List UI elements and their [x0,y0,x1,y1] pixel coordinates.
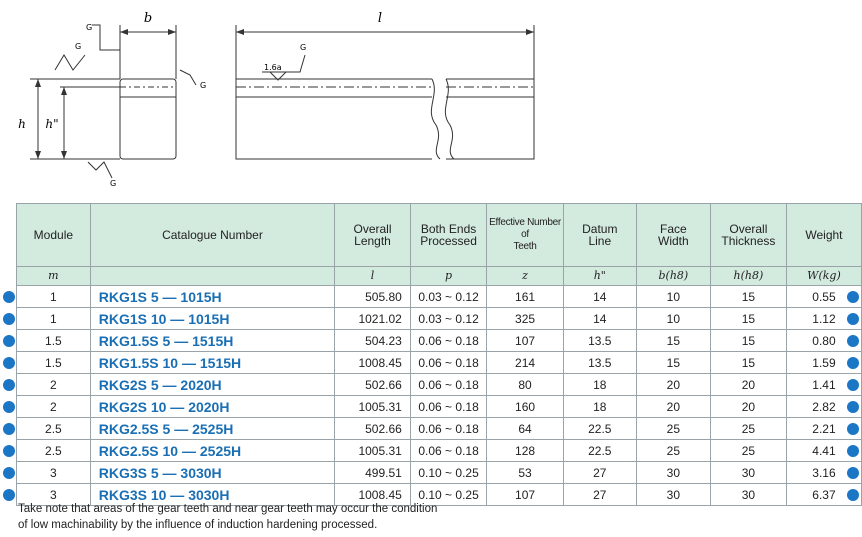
table-row [17,396,862,418]
row-marker-left [3,423,15,435]
footnote-line-2: of low machinability by the influence of induction hardening processed. [18,519,378,531]
processed-cell: 0.06 ~ 0.18 [410,418,486,440]
catalogue-number-link[interactable]: RKG3S 5 — 3030H [90,462,334,484]
weight-cell: 1.41 [786,374,861,396]
thickness-cell: 30 [710,462,786,484]
row-marker-right [847,379,859,391]
face-width-cell: 20 [636,396,710,418]
dim-h2-label: h" [45,117,59,131]
table-row [17,462,862,484]
row-marker-left [3,379,15,391]
catalogue-number-link[interactable]: RKG3S 10 — 3030H [90,484,334,506]
teeth-cell: 80 [487,374,563,396]
catalogue-number-link[interactable]: RKG1S 5 — 1015H [90,286,334,308]
symbol-weight: W(kg) [786,267,861,286]
module-cell: 2 [17,374,91,396]
symbol-teeth: z [487,267,563,286]
module-cell: 3 [17,462,91,484]
header-module: Module [17,204,91,267]
length-cell: 1021.02 [335,308,411,330]
symbol-catalogue [90,267,334,286]
row-marker-left [3,445,15,457]
catalogue-number-link[interactable]: RKG1.5S 5 — 1515H [90,330,334,352]
processed-cell: 0.10 ~ 0.25 [410,484,486,506]
face-width-cell: 25 [636,418,710,440]
table-row [17,352,862,374]
row-marker-left [3,467,15,479]
row-marker-right [847,291,859,303]
table-row [17,286,862,308]
processed-cell: 0.06 ~ 0.18 [410,330,486,352]
face-width-cell: 10 [636,308,710,330]
weight-cell: 1.59 [786,352,861,374]
grind-mark-top: G [86,23,93,32]
row-marker-right [847,401,859,413]
thickness-cell: 15 [710,352,786,374]
catalogue-number-link[interactable]: RKG2S 10 — 2020H [90,396,334,418]
row-marker-left [3,401,15,413]
symbol-datum: h" [563,267,636,286]
footnote [18,501,518,533]
processed-cell: 0.06 ~ 0.18 [410,396,486,418]
weight-cell: 0.55 [786,286,861,308]
length-cell: 502.66 [335,374,411,396]
module-cell: 2.5 [17,418,91,440]
processed-cell: 0.03 ~ 0.12 [410,308,486,330]
teeth-cell: 107 [487,484,563,506]
length-cell: 1008.45 [335,484,411,506]
datum-cell: 13.5 [563,330,636,352]
module-cell: 2.5 [17,440,91,462]
grind-mark-bottom: G [110,179,117,188]
header-thickness: Overall Thickness [710,204,786,267]
teeth-cell: 128 [487,440,563,462]
processed-cell: 0.06 ~ 0.18 [410,374,486,396]
thickness-cell: 20 [710,374,786,396]
length-cell: 1005.31 [335,440,411,462]
module-cell: 1 [17,286,91,308]
header-datum: Datum Line [563,204,636,267]
header-length: Overall Length [335,204,411,267]
row-marker-left [3,335,15,347]
length-cell: 505.80 [335,286,411,308]
rack-end-view [120,79,176,159]
datum-cell: 18 [563,374,636,396]
symbol-length: l [335,267,411,286]
length-cell: 1005.31 [335,396,411,418]
row-marker-right [847,357,859,369]
datum-cell: 22.5 [563,418,636,440]
rack-side-view [236,79,534,159]
teeth-cell: 107 [487,330,563,352]
face-width-cell: 25 [636,440,710,462]
rack-drawing [0,0,862,200]
row-marker-left [3,357,15,369]
roughness-label: 1.6a [264,63,282,72]
length-cell: 502.66 [335,418,411,440]
table-row [17,440,862,462]
row-marker-right [847,445,859,457]
header-processed: Both Ends Processed [410,204,486,267]
catalogue-number-link[interactable]: RKG2.5S 5 — 2525H [90,418,334,440]
catalogue-number-link[interactable]: RKG2.5S 10 — 2525H [90,440,334,462]
datum-cell: 14 [563,308,636,330]
thickness-cell: 15 [710,330,786,352]
module-cell: 2 [17,396,91,418]
thickness-cell: 25 [710,440,786,462]
length-cell: 504.23 [335,330,411,352]
row-marker-right [847,313,859,325]
symbol-module: m [17,267,91,286]
teeth-cell: 214 [487,352,563,374]
catalogue-number-link[interactable]: RKG1S 10 — 1015H [90,308,334,330]
teeth-cell: 160 [487,396,563,418]
row-marker-left [3,313,15,325]
datum-cell: 27 [563,462,636,484]
thickness-cell: 15 [710,308,786,330]
header-teeth: Effective Number of Teeth [487,204,563,267]
datum-cell: 27 [563,484,636,506]
table-row [17,308,862,330]
dim-h-label: h [18,117,26,131]
symbol-face: b(h8) [636,267,710,286]
face-width-cell: 15 [636,330,710,352]
thickness-cell: 15 [710,286,786,308]
processed-cell: 0.06 ~ 0.18 [410,352,486,374]
spec-table [16,203,862,506]
processed-cell: 0.03 ~ 0.12 [410,286,486,308]
datum-cell: 22.5 [563,440,636,462]
datum-cell: 14 [563,286,636,308]
weight-cell: 1.12 [786,308,861,330]
catalogue-number-link[interactable]: RKG2S 5 — 2020H [90,374,334,396]
length-cell: 1008.45 [335,352,411,374]
header-face: Face Width [636,204,710,267]
weight-cell: 0.80 [786,330,861,352]
thickness-cell: 30 [710,484,786,506]
grind-mark-side: G [300,43,307,52]
teeth-cell: 325 [487,308,563,330]
thickness-cell: 20 [710,396,786,418]
datum-cell: 13.5 [563,352,636,374]
module-cell: 1.5 [17,330,91,352]
datum-cell: 18 [563,396,636,418]
weight-cell: 2.21 [786,418,861,440]
weight-cell: 6.37 [786,484,861,506]
dim-l-label: l [377,11,383,26]
weight-cell: 3.16 [786,462,861,484]
row-marker-right [847,423,859,435]
processed-cell: 0.10 ~ 0.25 [410,462,486,484]
header-catalogue: Catalogue Number [90,204,334,267]
face-width-cell: 15 [636,352,710,374]
catalogue-number-link[interactable]: RKG1.5S 10 — 1515H [90,352,334,374]
module-cell: 1.5 [17,352,91,374]
teeth-cell: 64 [487,418,563,440]
teeth-cell: 161 [487,286,563,308]
module-cell: 1 [17,308,91,330]
row-marker-right [847,489,859,501]
thickness-cell: 25 [710,418,786,440]
weight-cell: 2.82 [786,396,861,418]
row-marker-left [3,489,15,501]
table-row [17,330,862,352]
row-marker-right [847,467,859,479]
teeth-cell: 53 [487,462,563,484]
table-row [17,418,862,440]
row-marker-left [3,291,15,303]
face-width-cell: 30 [636,462,710,484]
length-cell: 499.51 [335,462,411,484]
symbol-processed: p [410,267,486,286]
header-weight: Weight [786,204,861,267]
dim-b-label: b [143,11,153,26]
face-width-cell: 10 [636,286,710,308]
footnote-line-1: Take note that areas of the gear teeth and near gear teeth may occur the condition [18,503,438,515]
weight-cell: 4.41 [786,440,861,462]
face-width-cell: 30 [636,484,710,506]
row-marker-right [847,335,859,347]
face-width-cell: 20 [636,374,710,396]
symbol-thickness: h(h8) [710,267,786,286]
module-cell: 3 [17,484,91,506]
grind-mark-left: G [75,42,82,51]
processed-cell: 0.06 ~ 0.18 [410,440,486,462]
grind-mark-right: G [200,81,207,90]
table-row [17,374,862,396]
